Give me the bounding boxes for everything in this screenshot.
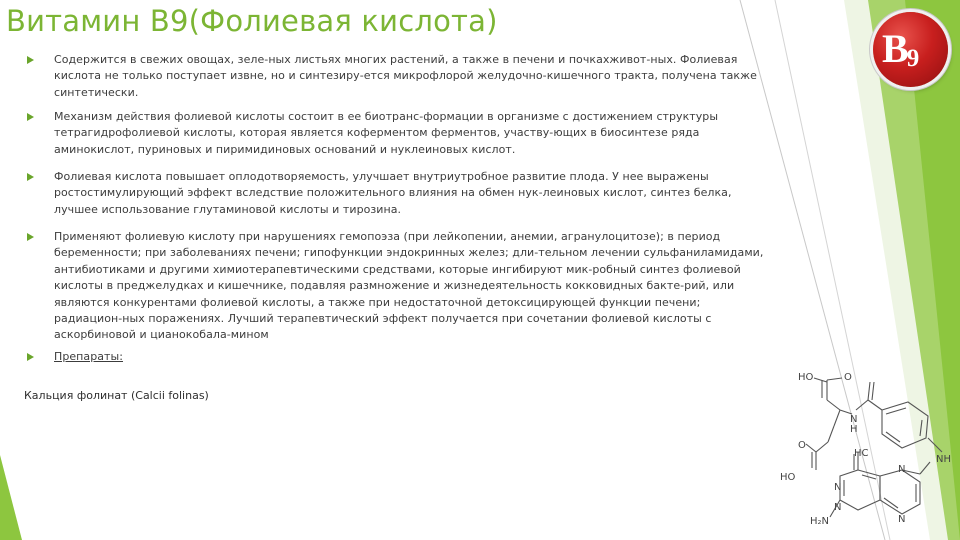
label-nh: N [850, 414, 858, 425]
bullet-text: Механизм действия фолиевой кислоты состоит в ее биотранс-формации в организме с достижением структуры тетрагидрофолиевой кислоты, которая является коферментом ферментов, участву-ющих в биосинтезе ряда аминокислот, пуриновых и пиримидиновых оснований и нуклеиновых кислот. [54, 110, 719, 156]
folic-acid-structure-diagram [770, 352, 960, 540]
label-o-top: O [844, 372, 852, 383]
label-o-mid: O [798, 440, 806, 451]
list-item [24, 349, 764, 365]
left-green-accent [0, 455, 22, 540]
slide-title: Витамин B9(Фолиевая кислота) [6, 4, 498, 38]
label-n1: N [834, 482, 842, 493]
bullet-text: Фолиевая кислота повышает оплодотворяемость, улучшает внутриутробное развитие плода. У нее выражены ростостимулирующий эффект вследствие положительного влияния на обмен нук-леиновых кислот, синтез белка, лучшее использование глутаминовой кислоты и тирозина. [54, 170, 732, 216]
badge-letter: B [882, 26, 909, 71]
bullet-text: Применяют фолиевую кислоту при нарушениях гемопоэза (при лейкопении, анемии, агранулоцитозе); в период беременности; при заболеваниях печени; гипофункции эндокринных желез; дли-тельном лечении сульфаниламидами, антибиотиками и другими химиотерапевтическими средствами, которые ингибируют мик-робный синтез фолиевой кислоты в преджелудках и кишечнике, подавляя размножение и жизнедеятельность кокковидных бакте-рий, или являются конкурентами фолиевой кислоты, а также при недостаточной детоксицирующей функции печени; радиацион-ных поражениях. Лучший терапевтический эффект получается при сочетании фолиевой кислоты с аскорбиновой и цианокобала-мином [54, 230, 764, 342]
list-item [24, 52, 764, 109]
label-n2: N [834, 502, 842, 513]
label-hc: HC [854, 448, 869, 459]
label-ho-top: HO [798, 372, 814, 383]
label-n4: N [898, 514, 906, 525]
bullet-arrow-icon [27, 173, 34, 181]
preparations-label: Препараты: [54, 350, 123, 363]
label-nh2: H₂N [810, 516, 830, 527]
list-item [24, 229, 764, 349]
bullet-list [24, 52, 764, 365]
vitamin-b9-badge-icon [873, 12, 948, 87]
label-nh-ring: NH [936, 454, 951, 465]
badge-number: 9 [906, 45, 920, 72]
drug-name: Кальция фолинат (Calcii folinas) [24, 389, 209, 402]
bullet-arrow-icon [27, 233, 34, 241]
label-ho-bottom: HO [780, 472, 796, 483]
bullet-arrow-icon [27, 353, 34, 361]
list-item [24, 109, 764, 169]
bullet-arrow-icon [27, 113, 34, 121]
bullet-text: Содержится в свежих овощах, зеле-ных листьях многих растений, а также в печени и почкахживот-ных. Фолиевая кислота не только поступает извне, но и синтезиру-ется микрофлорой желудочно-кишечного тракта, получена также синтетически. [54, 53, 757, 99]
label-n3: N [898, 464, 906, 475]
list-item [24, 169, 764, 229]
bullet-arrow-icon [27, 56, 34, 64]
label-h: H [850, 424, 858, 435]
